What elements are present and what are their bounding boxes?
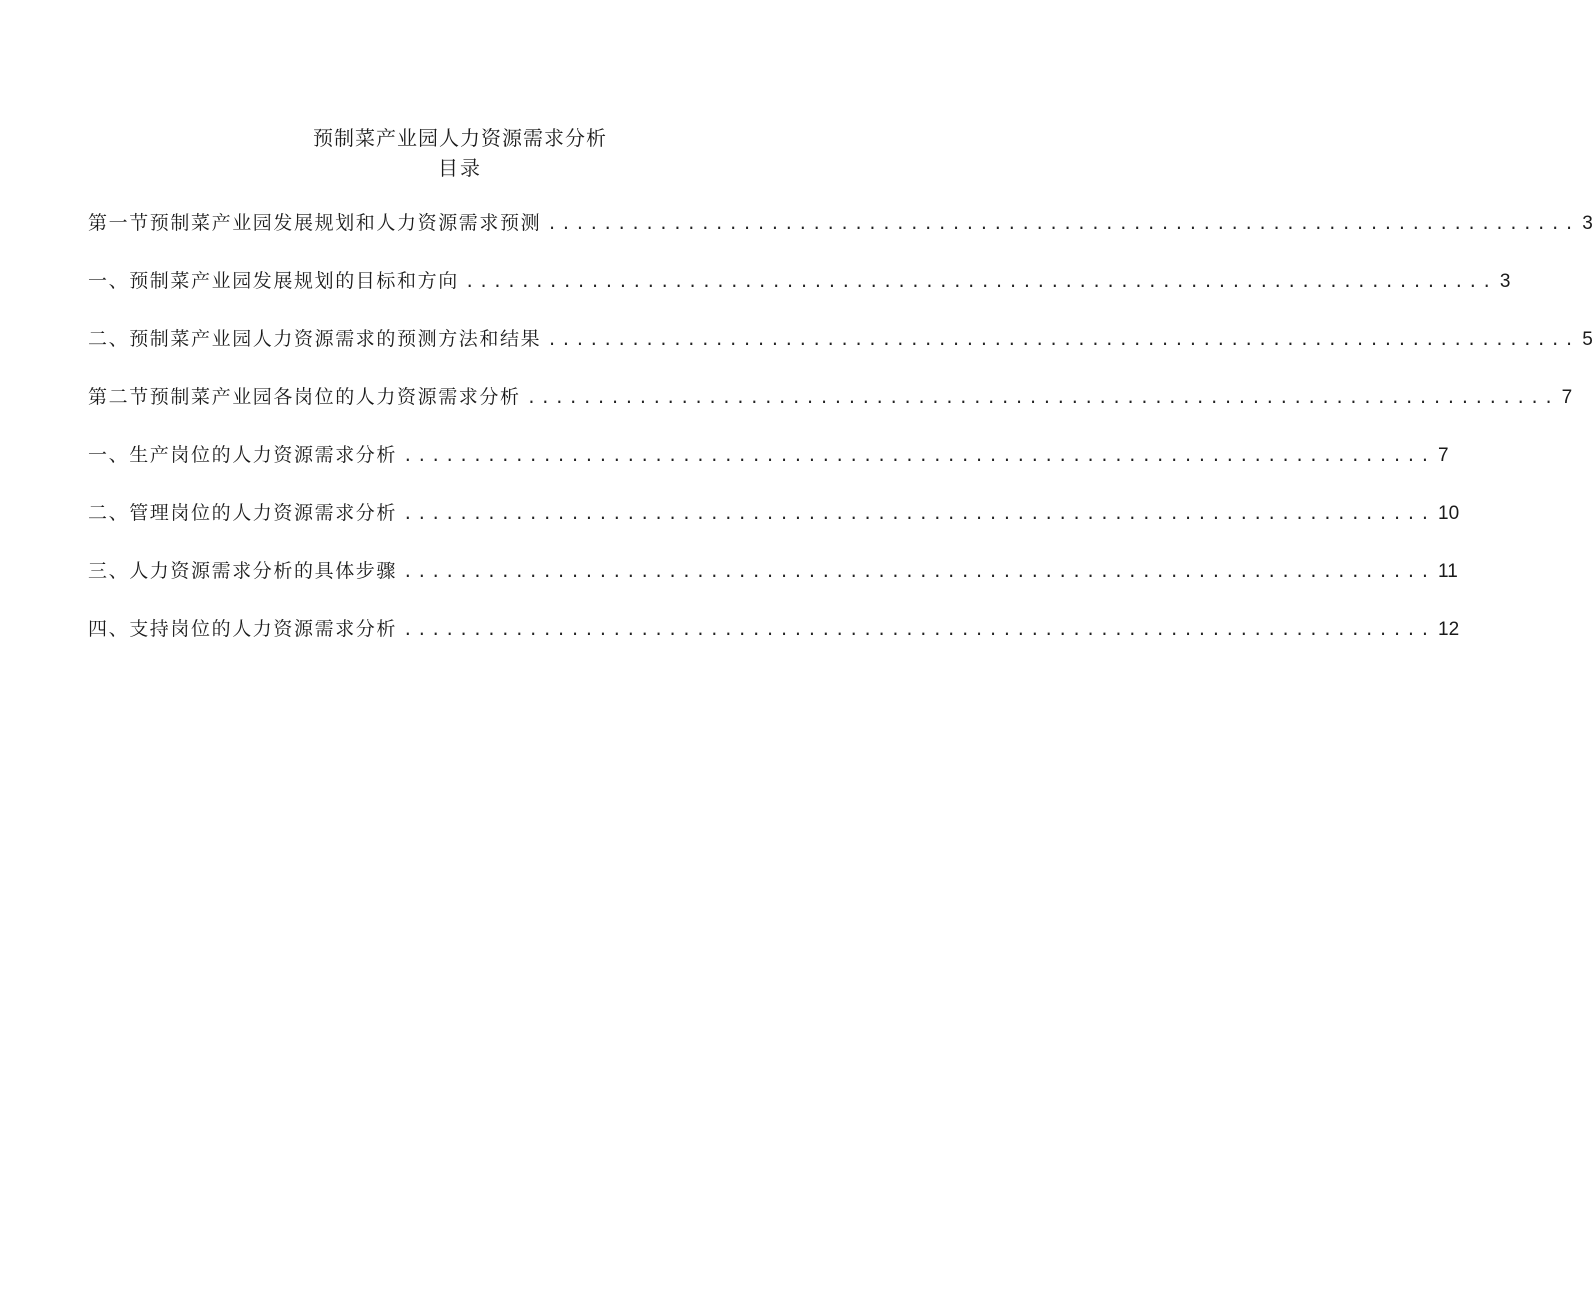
toc-entry-page: 12 <box>1438 619 1460 640</box>
toc-leader-dots: .......................................................................... <box>403 620 1435 639</box>
toc-entry[interactable] <box>88 501 1460 559</box>
toc-leader-dots: .......................................................................... <box>403 446 1435 465</box>
toc-entry-label: 四、支持岗位的人力资源需求分析 <box>88 618 398 640</box>
toc-leader-dots: .......................................................................... <box>464 272 1496 291</box>
toc-leader-dots: .......................................................................... <box>547 330 1579 349</box>
toc-entry[interactable] <box>88 211 1593 269</box>
toc-entry-page: 7 <box>1561 387 1573 408</box>
toc-entry-label: 二、管理岗位的人力资源需求分析 <box>88 502 398 524</box>
toc-entry[interactable] <box>88 327 1593 385</box>
toc-leader-dots: .......................................................................... <box>403 562 1435 581</box>
toc-entry[interactable] <box>88 617 1460 675</box>
toc-entry-page: 10 <box>1438 503 1460 524</box>
toc-leader-dots: .......................................................................... <box>547 214 1579 233</box>
toc-entry-label: 一、生产岗位的人力资源需求分析 <box>88 444 398 466</box>
toc-entry-label: 第一节预制菜产业园发展规划和人力资源需求预测 <box>88 212 542 234</box>
toc-entry-label: 二、预制菜产业园人力资源需求的预测方法和结果 <box>88 328 542 350</box>
toc-entry-page: 7 <box>1438 445 1449 466</box>
toc-entry[interactable] <box>88 443 1449 501</box>
toc-entry[interactable] <box>88 559 1458 617</box>
toc-entry-label: 一、预制菜产业园发展规划的目标和方向 <box>88 270 459 292</box>
toc-entry[interactable] <box>88 269 1511 327</box>
toc-heading: 目录 <box>438 156 482 180</box>
toc-entry-page: 3 <box>1582 213 1593 234</box>
toc-entry[interactable] <box>88 385 1573 443</box>
document-title: 预制菜产业园人力资源需求分析 <box>313 126 607 150</box>
table-of-contents <box>88 211 1593 675</box>
toc-leader-dots: .......................................................................... <box>526 388 1558 407</box>
toc-entry-label: 第二节预制菜产业园各岗位的人力资源需求分析 <box>88 386 521 408</box>
toc-leader-dots: .......................................................................... <box>403 504 1435 523</box>
toc-entry-page: 3 <box>1499 271 1511 292</box>
toc-entry-page: 11 <box>1438 561 1458 582</box>
toc-entry-page: 5 <box>1582 329 1593 350</box>
toc-entry-label: 三、人力资源需求分析的具体步骤 <box>88 560 398 582</box>
